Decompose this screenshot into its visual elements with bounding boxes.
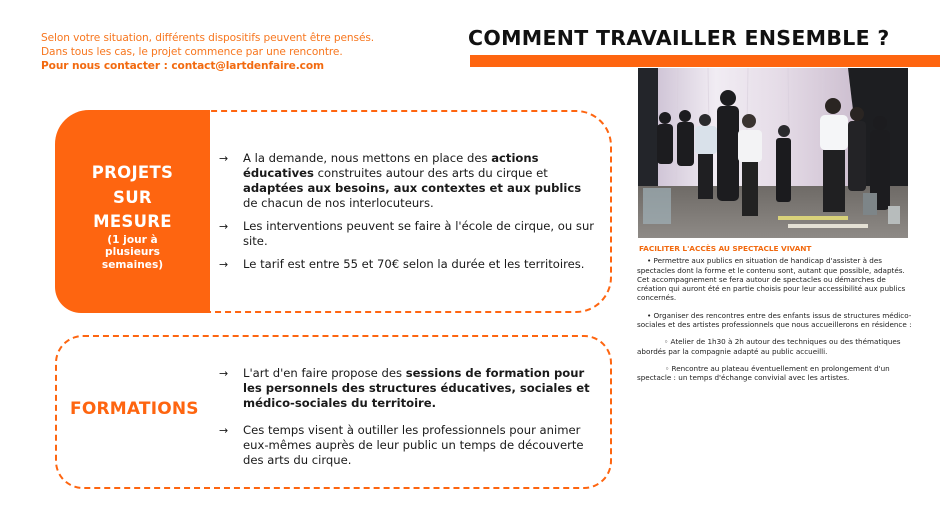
bullet-bold-text: actions éducatives bbox=[243, 151, 539, 180]
accessibility-subitem-1: ◦ Atelier de 1h30 à 2h autour des techniques ou des thématiques abordés par la compagnie adapté au public accueilli. bbox=[637, 337, 901, 356]
list-item bbox=[219, 423, 604, 468]
bullet-text: de chacun de nos interlocuteurs. bbox=[243, 196, 434, 210]
intro-text bbox=[41, 31, 374, 73]
accessibility-paragraph-2: • Organiser des rencontres entre des enfants issus de structures médico-sociales et des artistes professionnels que nous accueillerons en résidence : bbox=[637, 310, 912, 330]
bullet-text: A la demande, nous mettons en place des bbox=[243, 151, 492, 165]
bullet-text: Les interventions peuvent se faire à l'école de cirque, ou sur site. bbox=[243, 219, 595, 248]
arrow-right-icon: → bbox=[219, 258, 229, 271]
arrow-right-icon: → bbox=[219, 424, 229, 437]
bullet-text: L'art d'en faire propose des bbox=[243, 366, 406, 380]
bullet-bold-text: sessions de formation pour les personnels des structures éducatives, sociales et médico-sociales du territoire. bbox=[243, 366, 590, 410]
bullet-text: construites autour des arts du cirque et bbox=[313, 166, 548, 180]
projets-subtitle-2: plusieurs bbox=[105, 246, 160, 258]
bullet-text: Ces temps visent à outiller les professionnels pour animer eux-mêmes auprès de leur public un temps de découverte des arts du cirque. bbox=[243, 423, 584, 467]
projets-bullet-list bbox=[219, 151, 599, 272]
accessibility-section bbox=[637, 244, 917, 391]
arrow-right-icon: → bbox=[219, 220, 229, 233]
projets-subtitle-3: semaines) bbox=[101, 258, 164, 271]
workshop-photo bbox=[638, 68, 908, 238]
projets-label-block bbox=[55, 110, 210, 313]
page-title: COMMENT TRAVAILLER ENSEMBLE ? bbox=[468, 26, 890, 50]
intro-line-2: Dans tous les cas, le projet commence par une rencontre. bbox=[41, 46, 343, 58]
list-item bbox=[219, 257, 599, 272]
projets-title-1: PROJETS bbox=[91, 163, 174, 182]
formations-bullet-list bbox=[219, 366, 604, 468]
contact-line[interactable]: Pour nous contacter : contact@lartdenfaire.com bbox=[41, 60, 324, 72]
list-item bbox=[219, 151, 599, 211]
accessibility-paragraph-1: • Permettre aux publics en situation de handicap d'assister à des spectacles dont la forme et le contenu sont, autant que possible, adaptés. Cet accompagnement se fera autour de spectacles ou démarches de création qui auront été en partie choisis pour leur accessibilité aux publics concernés. bbox=[637, 256, 906, 303]
arrow-right-icon: → bbox=[219, 152, 229, 165]
list-item bbox=[219, 366, 604, 411]
formations-title: FORMATIONS bbox=[70, 399, 199, 419]
title-underline-bar bbox=[470, 55, 940, 67]
projets-subtitle-1: (1 jour à bbox=[107, 233, 158, 246]
accessibility-heading: FACILITER L'ACCÈS AU SPECTACLE VIVANT bbox=[639, 244, 812, 253]
bullet-bold-text: adaptées aux besoins, aux contextes et aux publics bbox=[243, 181, 582, 195]
projets-title-2: SUR bbox=[113, 187, 152, 207]
list-item bbox=[219, 219, 599, 249]
arrow-right-icon: → bbox=[219, 367, 229, 380]
intro-line-1: Selon votre situation, différents dispositifs peuvent être pensés. bbox=[41, 32, 375, 44]
accessibility-subitem-2: ◦ Rencontre au plateau éventuellement en prolongement d'un spectacle : un temps d'échange convivial avec les artistes. bbox=[637, 363, 890, 383]
projets-title-3: MESURE bbox=[93, 212, 172, 231]
bullet-text: Le tarif est entre 55 et 70€ selon la durée et les territoires. bbox=[243, 257, 585, 271]
